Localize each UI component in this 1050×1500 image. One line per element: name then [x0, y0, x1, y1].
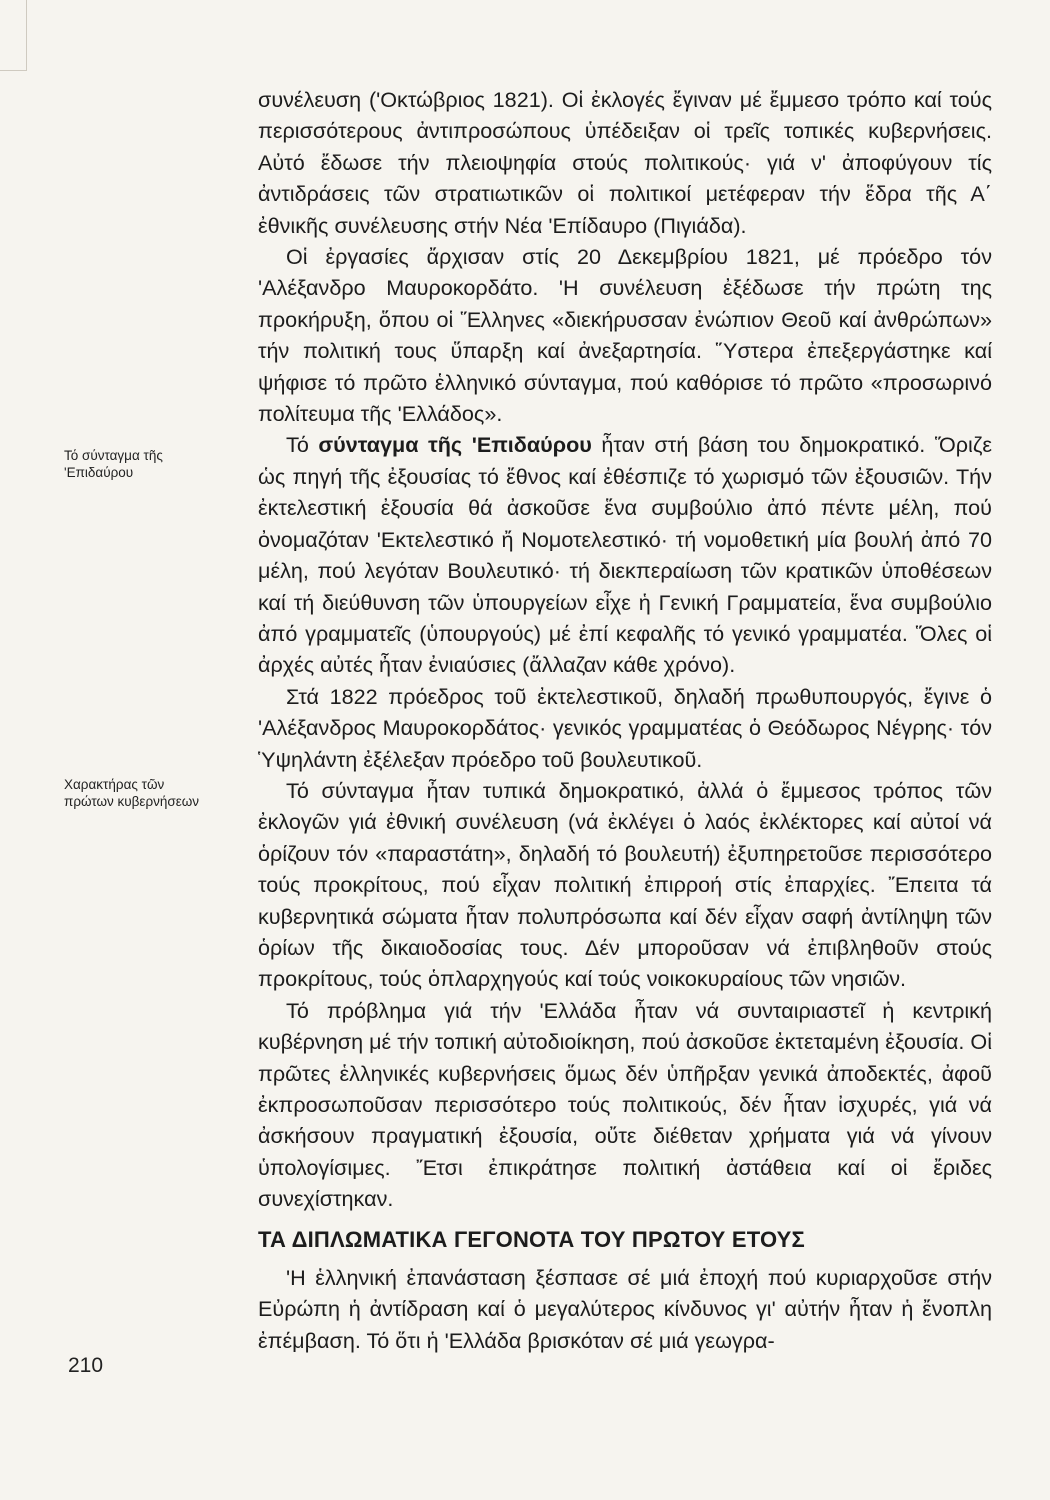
margin-note-constitution: Τό σύνταγμα τῆς 'Επιδαύρου [64, 448, 163, 480]
margin-note-governments: Χαρακτήρας τῶν πρώτων κυβερνήσεων [64, 777, 200, 809]
body-text [258, 84, 992, 1215]
paragraph-text: ἦταν στή βάση του δημοκρατικό. Ὅριζε ὡς πηγή τῆς ἐξουσίας τό ἔθνος καί ἐθέσπιζε τό χωρισμό τῶν ἐξουσιῶν. Τήν ἐκτελεστική ἐξουσία θά ἀσκοῦσε ἕνα συμβούλιο ἀπό πέντε μέλη, πού ὀνομαζόταν 'Εκτελεστικό ἤ Νομοτελεστικό· τή νομοθετική μία βουλή ἀπό 70 μέλη, πού λεγόταν Βουλευτικό· τή διεκπεραίωση τῶν κρατικῶν ὑποθέσεων καί τή διεύθυνση τῶν ὑπουργείων εἶχε ἡ Γενική Γραμματεία, ἕνα συμβούλιο ἀπό γραμματεῖς (ὑπουργούς) μέ ἐπί κεφαλῆς τό γενικό γραμματέα. Ὅλες οἱ ἀρχές αὐτές ἦταν ἐνιαύσιες (ἄλλαζαν κάθε χρόνο). [258, 432, 992, 678]
paragraph: Οἱ ἐργασίες ἄρχισαν στίς 20 Δεκεμβρίου 1821, μέ πρόεδρο τόν 'Αλέξανδρο Μαυροκορδάτο. 'Η συνέλευση ἐξέδωσε τήν πρώτη της προκήρυξη, ὅπου οἱ Ἕλληνες «διεκήρυσσαν ἐνώπιον Θεοῦ καί ἀνθρώπων» τήν πολιτική τους ὕπαρξη καί ἀνεξαρτησία. Ὕστερα ἐπεξεργάστηκε καί ψήφισε τό πρῶτο ἑλληνικό σύνταγμα, πού καθόρισε τό πρῶτο «προσωρινό πολίτευμα τῆς 'Ελλάδος». [258, 244, 992, 427]
page-corner-mark [0, 0, 27, 71]
bold-term: σύνταγμα τῆς 'Επιδαύρου [318, 432, 592, 458]
paragraph: 'Η ἑλληνική ἐπανάσταση ξέσπασε σέ μιά ἐποχή πού κυριαρχοῦσε στήν Εὐρώπη ἡ ἀντίδραση καί ὁ μεγαλύτερος κίνδυνος γι' αὐτήν ἦταν ἡ ἔνοπλη ἐπέμβαση. Τό ὅτι ἡ 'Ελλάδα βρισκόταν σέ μιά γεωγρα- [258, 1265, 992, 1353]
paragraph: Τό πρόβλημα γιά τήν 'Ελλάδα ἦταν νά συνταιριαστεῖ ἡ κεντρική κυβέρνηση μέ τήν τοπική αὐτοδιοίκηση, πού ἀσκοῦσε ἐκτεταμένη ἐξουσία. Οἱ πρῶτες ἑλληνικές κυβερνήσεις ὅμως δέν ὑπῆρξαν γενικά ἀποδεκτές, ἀφοῦ ἐκπροσωποῦσαν περισσότερο τούς πολιτικούς, δέν ἦταν ἰσχυρές, γιά νά ἀσκήσουν πραγματική ἐξουσία, οὔτε διέθεταν χρήματα γιά νά γίνουν ὑπολογίσιμες. Ἔτσι ἐπικράτησε πολιτική ἀστάθεια καί οἱ ἔριδες συνεχίστηκαν. [258, 997, 992, 1212]
paragraph: συνέλευση ('Οκτώβριος 1821). Οἱ ἐκλογές ἔγιναν μέ ἔμμεσο τρόπο καί τούς περισσότερους ἀντιπροσώπους ὑπέδειξαν οἱ τρεῖς τοπικές κυβερνήσεις. Αὐτό ἔδωσε τήν πλειοψηφία στούς πολιτικούς· γιά ν' ἀποφύγουν τίς ἀντιδράσεις τῶν στρατιωτικῶν οἱ πολιτικοί μετέφεραν τήν ἕδρα τῆς Α΄ ἐθνικῆς συνέλευσης στήν Νέα 'Επίδαυρο (Πιγιάδα). [258, 87, 992, 238]
paragraph-lead: Τό [286, 432, 319, 458]
paragraph: Στά 1822 πρόεδρος τοῦ ἐκτελεστικοῦ, δηλαδή πρωθυπουργός, ἔγινε ὁ 'Αλέξανδρος Μαυροκορδάτος· γενικός γραμματέας ὁ Θεόδωρος Νέγρης· τόν Ὑψηλάντη ἐξέλεξαν πρόεδρο τοῦ βουλευτικοῦ. [258, 683, 992, 772]
section-body [258, 1262, 992, 1356]
paragraph-constitution [258, 429, 992, 680]
paragraph: Τό σύνταγμα ἦταν τυπικά δημοκρατικό, ἀλλά ὁ ἔμμεσος τρόπος τῶν ἐκλογῶν γιά ἐθνική συνέλευση (νά ἐκλέγει ὁ λαός ἐκλέκτορες καί αὐτοί νά ὁρίζουν τόν «παραστάτη», δηλαδή τό βουλευτή) ἐξυπηρετοῦσε περισσότερο τούς προκρίτους, πού εἶχαν πολιτική ἐπιρροή στίς ἐπαρχίες. Ἔπειτα τά κυβερνητικά σώματα ἦταν πολυπρόσωπα καί δέν εἶχαν σαφή ἀντίληψη τῶν ὁρίων τῆς δικαιοδοσίας τους. Δέν μποροῦσαν νά ἐπιβληθοῦν στούς προκρίτους, τούς ὁπλαρχηγούς καί τούς νοικοκυραίους τῶν νησιῶν. [258, 777, 992, 992]
section-heading: ΤΑ ΔΙΠΛΩΜΑΤΙΚΑ ΓΕΓΟΝΟΤΑ ΤΟΥ ΠΡΩΤΟΥ ΕΤΟΥΣ [258, 1227, 805, 1252]
page-number: 210 [68, 1354, 104, 1377]
